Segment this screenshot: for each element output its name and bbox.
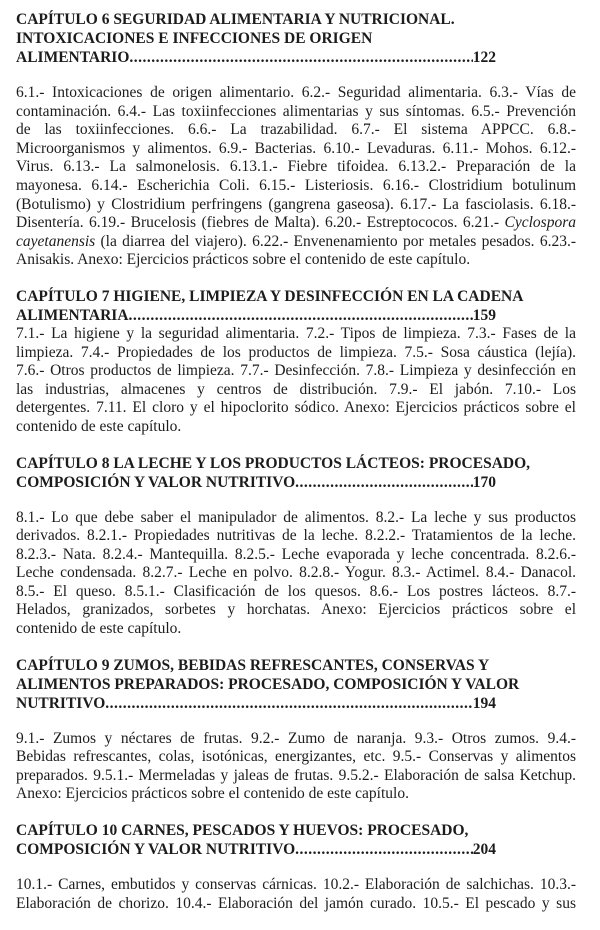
contents-line: las industrias, almacenes y centros de distribución. 7.9.- El jabón. 7.10.- Los xyxy=(16,380,576,398)
chapter-title-line: COMPOSICIÓN Y VALOR NUTRITIVO xyxy=(16,473,296,491)
chapter-heading xyxy=(16,10,496,67)
italic-term: cayetanensis xyxy=(16,232,96,250)
chapter-title-line: INTOXICACIONES E INFECCIONES DE ORIGEN xyxy=(16,30,373,47)
contents-line: Leche condensada. 8.2.7.- Leche en polvo. 8.2.8.- Yogur. 8.3.- Actimel. 8.4.- Danacol. xyxy=(16,564,576,582)
page-number: 159 xyxy=(472,306,496,324)
contents-line: 8.5.- El queso. 8.5.1.- Clasificación de los quesos. 8.6.- Los postres lácteos. 8.7.- xyxy=(16,582,576,600)
chapter-title-line: CAPÍTULO 8 LA LECHE Y LOS PRODUCTOS LÁCTEOS: PROCESADO, xyxy=(16,454,531,472)
contents-line: de las toxiinfecciones. 6.6.- La trazabilidad. 6.7.- El sistema APPCC. 6.8.- xyxy=(16,121,576,139)
italic-term: Cyclospora xyxy=(504,214,576,232)
page-number: 194 xyxy=(472,694,496,712)
contents-line: 6.1.- Intoxicaciones de origen alimentario. 6.2.- Seguridad alimentaria. 6.3.- Vías de xyxy=(16,84,576,101)
chapter-heading xyxy=(16,656,520,713)
contents-line: derivados. 8.2.1.- Propiedades nutritivas de la leche. 8.2.2.- Tratamientos de la leche. xyxy=(16,527,576,545)
chapter-title-last-line xyxy=(16,48,496,67)
chapter-contents xyxy=(16,509,576,639)
dot-leader xyxy=(295,840,473,859)
contents-line xyxy=(16,214,576,233)
chapter-title-last-line xyxy=(16,840,496,859)
contents-line: Virus. 6.13.- La salmonelosis. 6.13.1.- Fiebre tifoidea. 6.13.2.- Preparación de la xyxy=(16,158,576,176)
contents-line xyxy=(16,233,576,252)
dot-leader xyxy=(129,48,472,67)
contents-line: mayonesa. 6.14.- Escherichia Coli. 6.15.- Listeriosis. 6.16.- Clostridium botulinum xyxy=(16,176,576,194)
contents-line: Microorganismos y alimentos. 6.9.- Bacterias. 6.10.- Levaduras. 6.11.- Mohos. 6.12.- xyxy=(16,139,576,157)
chapter-title-line: CAPÍTULO 6 SEGURIDAD ALIMENTARIA Y NUTRICIONAL. xyxy=(16,11,455,28)
contents-line: contaminación. 6.4.- Las toxiinfecciones alimentarias y sus síntomas. 6.5.- Prevención xyxy=(16,102,576,120)
chapter-entry xyxy=(16,656,576,804)
contents-line: 8.2.3.- Nata. 8.2.4.- Mantequilla. 8.2.5.- Leche evaporada y leche concentrada. 8.2.6.- xyxy=(16,545,576,563)
contents-line: Elaboración de chorizo. 10.4.- Elaboración del jamón curado. 10.5.- El pescado y sus xyxy=(16,894,576,912)
table-of-contents-page xyxy=(16,10,576,930)
chapter-title-line: CAPÍTULO 9 ZUMOS, BEBIDAS REFRESCANTES, CONSERVAS Y xyxy=(16,656,490,674)
chapter-title-line: ALIMENTOS PREPARADOS: PROCESADO, COMPOSICIÓN Y VALOR xyxy=(16,675,520,693)
chapter-contents xyxy=(16,730,576,804)
contents-line: 7.6.- Otros productos de limpieza. 7.7.- Desinfección. 7.8.- Limpieza y desinfección en xyxy=(16,362,576,380)
contents-text: (la diarrea del viajero). 6.22.- Envenenamiento por metales pesados. 6.23.- xyxy=(95,232,576,250)
contents-line: limpieza. 7.4.- Propiedades de los productos de limpieza. 7.5.- Sosa cáustica (lejía). xyxy=(16,343,576,361)
chapter-title-line: CAPÍTULO 10 CARNES, PESCADOS Y HUEVOS: PROCESADO, xyxy=(16,822,469,840)
chapter-contents xyxy=(16,325,576,437)
chapter-title-line: ALIMENTARIA xyxy=(16,306,129,324)
contents-line: 8.1.- Lo que debe saber el manipulador de alimentos. 8.2.- La leche y sus productos xyxy=(16,508,576,526)
contents-line: (Botulismo) y Clostridium perfringens (gangrena gaseosa). 6.17.- La fasciolasis. 6.18.- xyxy=(16,195,576,213)
contents-line: Anexo: Ejercicios prácticos sobre el contenido de este capítulo. xyxy=(16,785,409,803)
chapter-heading xyxy=(16,821,496,859)
contents-line: Anisakis. Anexo: Ejercicios prácticos sobre el contenido de este capítulo. xyxy=(16,251,471,269)
contents-text: Disentería. 6.19.- Brucelosis (fiebres de Malta). 6.20.- Estreptococos. 6.21.- xyxy=(16,214,505,232)
dot-leader xyxy=(295,473,473,492)
page-number: 204 xyxy=(472,841,496,859)
contents-line: contenido de este capítulo. xyxy=(16,417,182,435)
contents-line: preparados. 9.5.1.- Mermeladas y jaleas de frutas. 9.5.2.- Elaboración de salsa Ketchup. xyxy=(16,766,576,784)
chapter-entry xyxy=(16,821,576,913)
contents-line: 7.1.- La higiene y la seguridad alimentaria. 7.2.- Tipos de limpieza. 7.3.- Fases de la xyxy=(16,324,576,342)
contents-line: 9.1.- Zumos y néctares de frutas. 9.2.- Zumo de naranja. 9.3.- Otros zumos. 9.4.- xyxy=(16,729,576,747)
chapter-title-last-line xyxy=(16,473,496,492)
chapter-entry xyxy=(16,10,576,270)
chapter-contents xyxy=(16,84,576,270)
dot-leader xyxy=(105,694,472,713)
chapter-contents xyxy=(16,876,576,913)
chapter-title-last-line xyxy=(16,694,496,713)
page-number: 122 xyxy=(472,49,496,66)
chapter-entry xyxy=(16,454,576,639)
contents-line: Bebidas refrescantes, colas, isotónicas, energizantes, etc. 9.5.- Conservas y alimentos xyxy=(16,748,576,766)
chapter-title-last-line xyxy=(16,306,496,325)
chapter-title-line: ALIMENTARIO xyxy=(16,49,130,66)
contents-line: Helados, granizados, sorbetes y horchatas. Anexo: Ejercicios prácticos sobre el xyxy=(16,601,576,619)
chapter-heading xyxy=(16,454,531,492)
chapter-title-line: NUTRITIVO xyxy=(16,694,106,712)
page-number: 170 xyxy=(472,473,496,491)
contents-line: contenido de este capítulo. xyxy=(16,620,182,638)
chapter-heading xyxy=(16,287,524,325)
chapter-title-line: CAPÍTULO 7 HIGIENE, LIMPIEZA Y DESINFECCIÓN EN LA CADENA xyxy=(16,287,524,305)
chapter-title-line: COMPOSICIÓN Y VALOR NUTRITIVO xyxy=(16,841,296,859)
dot-leader xyxy=(129,306,473,325)
contents-line: 10.1.- Carnes, embutidos y conservas cárnicas. 10.2.- Elaboración de salchichas. 10.3.- xyxy=(16,876,576,894)
contents-line: detergentes. 7.11. El cloro y el hipoclorito sódico. Anexo: Ejercicios prácticos sobre el xyxy=(16,399,576,417)
chapter-entry xyxy=(16,287,576,437)
